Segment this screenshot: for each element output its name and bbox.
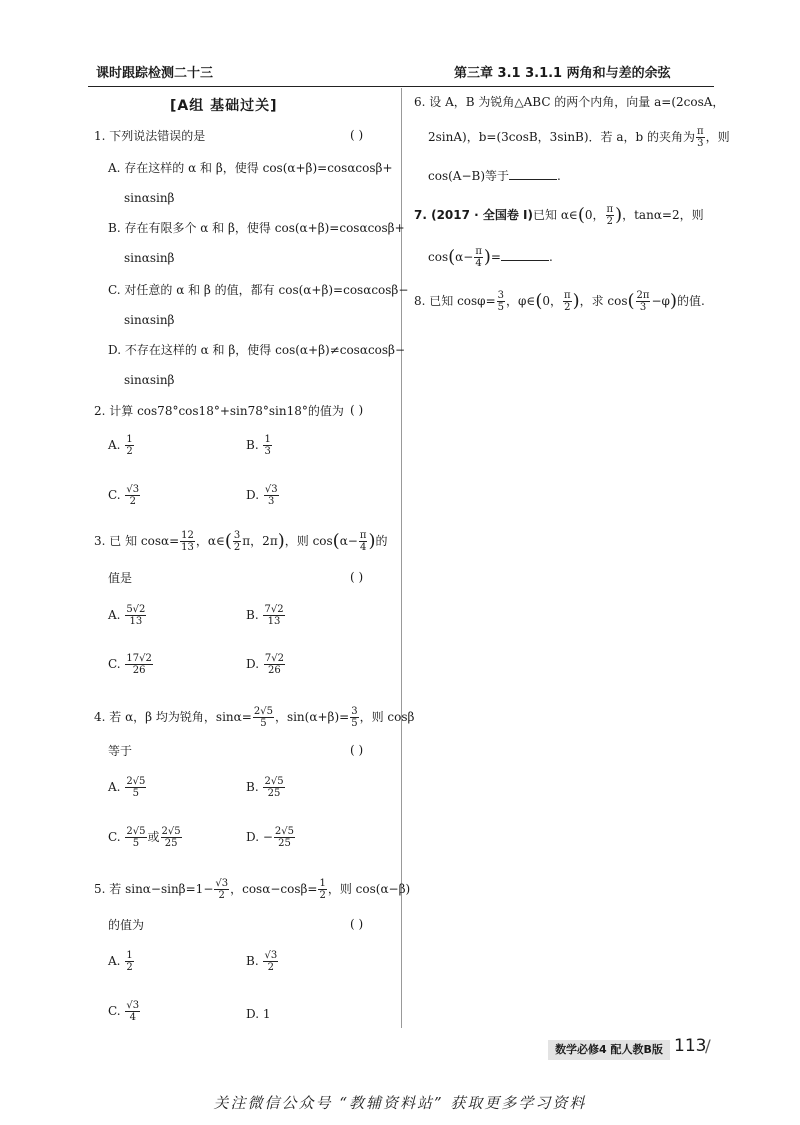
q2-option-c: C. $\frac{√3}{2}$ <box>108 484 140 507</box>
q5-stem: 5. 若 sinα−sinβ=1− $\frac{√3}{2}$ ，cosα−cosβ= $\frac{1}{2}$ ，则 cos(α−β) <box>94 878 411 901</box>
q7-line-1: 7. (2017 · 全国卷 Ⅰ)已知 α∈(0， $\frac{\pi}{2}$ )，tanα=2，则 <box>414 204 704 227</box>
q4-option-d: D. − $\frac{2√5}{25}$ <box>246 826 294 849</box>
q1-option-a: A. 存在这样的 α 和 β，使得 cos(α+β)=cosαcosβ+ <box>108 161 393 175</box>
q3-option-d: D. $\frac{7√2}{26}$ <box>246 653 284 676</box>
q1-option-d: D. 不存在这样的 α 和 β，使得 cos(α+β)≠cosαcosβ− <box>108 343 406 357</box>
q3-option-a: A. $\frac{5√2}{13}$ <box>108 604 146 627</box>
answer-blank[interactable] <box>501 250 549 261</box>
q1-stem: 1. 下列说法错误的是 <box>94 129 206 143</box>
header-rule <box>88 86 714 87</box>
answer-paren: ( ) <box>350 570 364 584</box>
q5-option-b: B. $\frac{√3}{2}$ <box>246 950 278 973</box>
q3-option-b: B. $\frac{7√2}{13}$ <box>246 604 284 627</box>
q3-stem-cont: 值是 <box>108 571 133 585</box>
q2-option-b: B. $\frac{1}{3}$ <box>246 434 271 457</box>
q5-option-a: A. $\frac{1}{2}$ <box>108 950 133 973</box>
header-left: 课时跟踪检测二十三 <box>96 66 214 81</box>
page-number: 113 <box>674 1036 707 1056</box>
q7-line-2: cos(α− $\frac{\pi}{4}$ )= . <box>428 246 553 269</box>
answer-paren: ( ) <box>350 128 364 142</box>
answer-paren: ( ) <box>350 743 364 757</box>
q3-stem: 3. 已 知 cosα= $\frac{12}{13}$ ，α∈( $\frac{3}{2}$ π，2π)，则 cos(α− $\frac{\pi}{4}$ )的 <box>94 530 388 553</box>
answer-paren: ( ) <box>350 917 364 931</box>
page-slash: / <box>705 1037 711 1057</box>
promo-banner: 关注微信公众号 “教辅资料站” 获取更多学习资料 <box>213 1094 587 1112</box>
q1-option-c: C. 对任意的 α 和 β 的值，都有 cos(α+β)=cosαcosβ− <box>108 283 409 297</box>
q2-option-a: A. $\frac{1}{2}$ <box>108 434 133 457</box>
q1-option-d-cont: sinαsinβ <box>124 373 175 387</box>
group-title: [A组 基础过关] <box>170 98 278 114</box>
answer-blank[interactable] <box>509 169 557 180</box>
q5-option-c: C. $\frac{√3}{4}$ <box>108 1000 140 1023</box>
q5-stem-cont: 的值为 <box>108 918 145 932</box>
q1-option-b: B. 存在有限多个 α 和 β，使得 cos(α+β)=cosαcosβ+ <box>108 221 405 235</box>
q4-option-c: C. $\frac{2√5}{5}$ 或 $\frac{2√5}{25}$ <box>108 826 181 849</box>
q3-option-c: C. $\frac{17√2}{26}$ <box>108 653 152 676</box>
answer-paren: ( ) <box>350 403 364 417</box>
q1-option-c-cont: sinαsinβ <box>124 313 175 327</box>
q1-option-a-cont: sinαsinβ <box>124 191 175 205</box>
q1-option-b-cont: sinαsinβ <box>124 251 175 265</box>
q6-line-1: 6. 设 A，B 为锐角△ABC 的两个内角，向量 a=(2cosA， <box>414 95 725 109</box>
q6-line-2: 2sinA)，b=(3cosB，3sinB)．若 a，b 的夹角为 $\frac{\pi}{3}$ ，则 <box>428 126 730 149</box>
q4-option-b: B. $\frac{2√5}{25}$ <box>246 776 284 799</box>
q2-stem: 2. 计算 cos78°cos18°+sin78°sin18°的值为 <box>94 404 344 418</box>
q8-stem: 8. 已知 cosφ= $\frac{3}{5}$ ，φ∈(0， $\frac{\pi}{2}$ )，求 cos( $\frac{2\pi}{3}$ −φ)的值. <box>414 290 705 313</box>
q2-option-d: D. $\frac{√3}{3}$ <box>246 484 278 507</box>
book-label: 数学必修4 配人教B版 <box>548 1040 670 1060</box>
q5-option-d: D. 1 <box>246 1007 271 1021</box>
header-right: 第三章 3.1 3.1.1 两角和与差的余弦 <box>454 66 671 81</box>
q4-stem-cont: 等于 <box>108 744 133 758</box>
q4-option-a: A. $\frac{2√5}{5}$ <box>108 776 146 799</box>
q6-line-3: cos(A−B)等于 . <box>428 169 561 183</box>
q4-stem: 4. 若 α，β 均为锐角，sinα= $\frac{2√5}{5}$ ，sin(α+β)= $\frac{3}{5}$ ，则 cosβ <box>94 706 415 729</box>
